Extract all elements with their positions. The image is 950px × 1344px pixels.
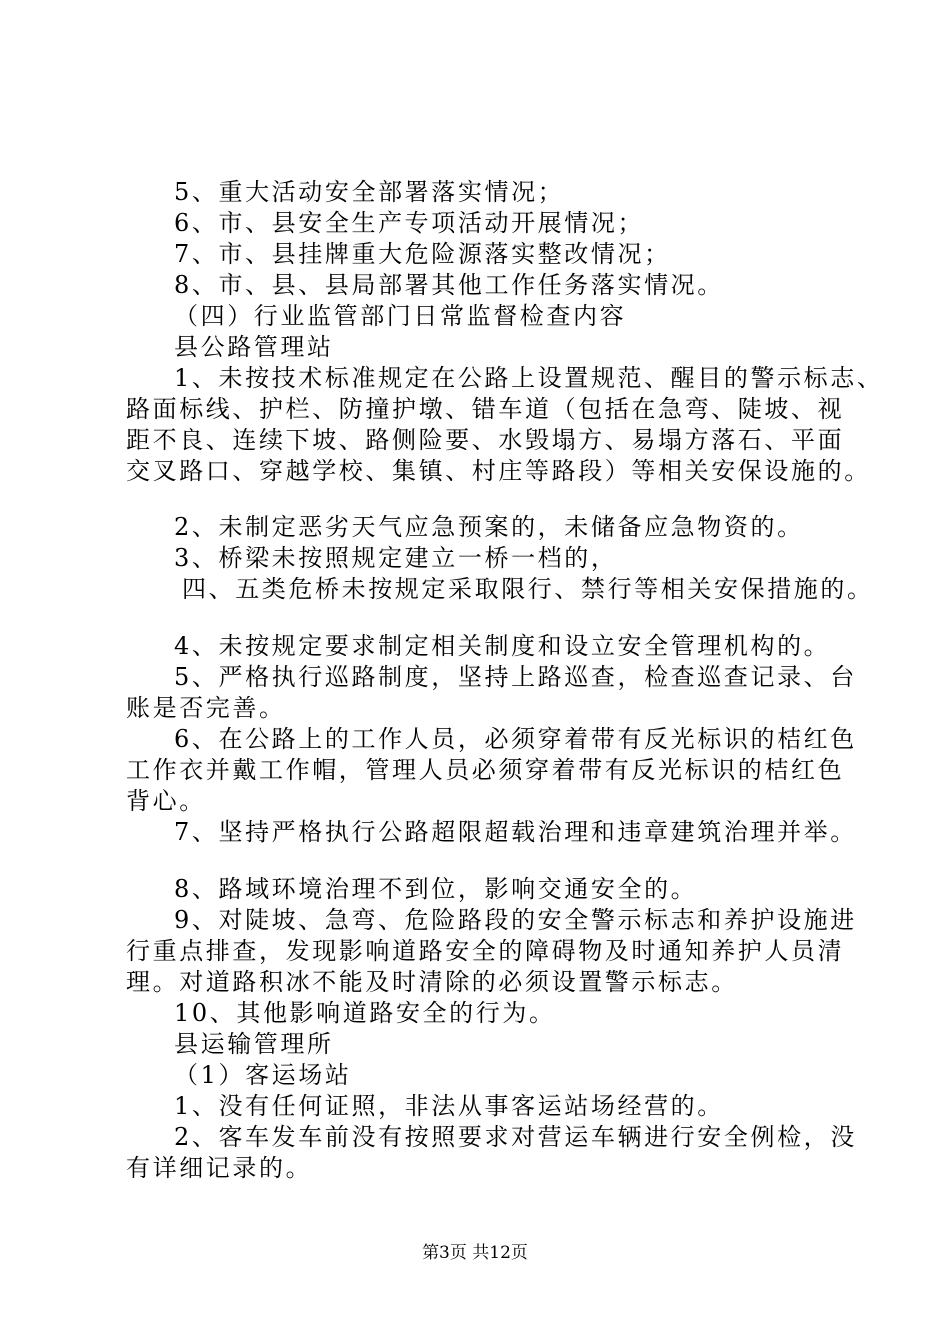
text-line: 交叉路口、穿越学校、集镇、村庄等路段）等相关安保设施的。: [126, 457, 871, 485]
subsection-heading: 县公路管理站: [174, 333, 334, 361]
text-line: 8、路域环境治理不到位，影响交通安全的。: [174, 875, 698, 903]
page-number-footer: 第3页 共12页: [422, 1243, 528, 1263]
subsection-heading: （1）客运场站: [174, 1061, 352, 1089]
text-line: 9、对陡坡、急弯、危险路段的安全警示标志和养护设施进: [174, 906, 857, 934]
text-line: 3、桥梁未按照规定建立一桥一档的，: [174, 544, 618, 572]
text-line: 账是否完善。: [126, 694, 286, 722]
text-line: 有详细记录的。: [126, 1154, 313, 1182]
text-line: 行重点排查，发现影响道路安全的障碍物及时通知养护人员清: [126, 937, 845, 965]
text-line: 7、坚持严格执行公路超限超载治理和违章建筑治理并举。: [174, 818, 857, 846]
text-line: 8、市、县、县局部署其他工作任务落实情况。: [174, 271, 724, 299]
text-line: 路面标线、护栏、防撞护墩、错车道（包括在急弯、陡坡、视: [126, 395, 845, 423]
section-heading: （四）行业监管部门日常监督检查内容: [174, 302, 627, 330]
text-line: 10、其他影响道路安全的行为。: [174, 999, 556, 1027]
text-line: 5、严格执行巡路制度，坚持上路巡查，检查巡查记录、台: [174, 663, 857, 691]
text-line: 工作衣并戴工作帽，管理人员必须穿着带有反光标识的桔红色: [126, 756, 845, 784]
text-line: 7、市、县挂牌重大危险源落实整改情况；: [174, 240, 671, 268]
text-line: 四、五类危桥未按规定采取限行、禁行等相关安保措施的。: [182, 575, 874, 603]
text-line: 背心。: [126, 787, 206, 815]
text-line: 4、未按规定要求制定相关制度和设立安全管理机构的。: [174, 632, 831, 660]
text-line: 1、未按技术标准规定在公路上设置规范、醒目的警示标志、: [174, 364, 884, 392]
subsection-heading: 县运输管理所: [174, 1030, 334, 1058]
text-line: 5、重大活动安全部署落实情况；: [174, 178, 565, 206]
text-line: 6、在公路上的工作人员，必须穿着带有反光标识的桔红色: [174, 725, 857, 753]
text-line: 1、没有任何证照，非法从事客运站场经营的。: [174, 1092, 724, 1120]
text-line: 理。对道路积冰不能及时清除的必须设置警示标志。: [126, 968, 738, 996]
text-line: 2、未制定恶劣天气应急预案的，未储备应急物资的。: [174, 513, 804, 541]
text-line: 距不良、连续下坡、路侧险要、水毁塌方、易塌方落石、平面: [126, 426, 845, 454]
text-line: 2、客车发车前没有按照要求对营运车辆进行安全例检，没: [174, 1123, 857, 1151]
text-line: 6、市、县安全生产专项活动开展情况；: [174, 209, 645, 237]
